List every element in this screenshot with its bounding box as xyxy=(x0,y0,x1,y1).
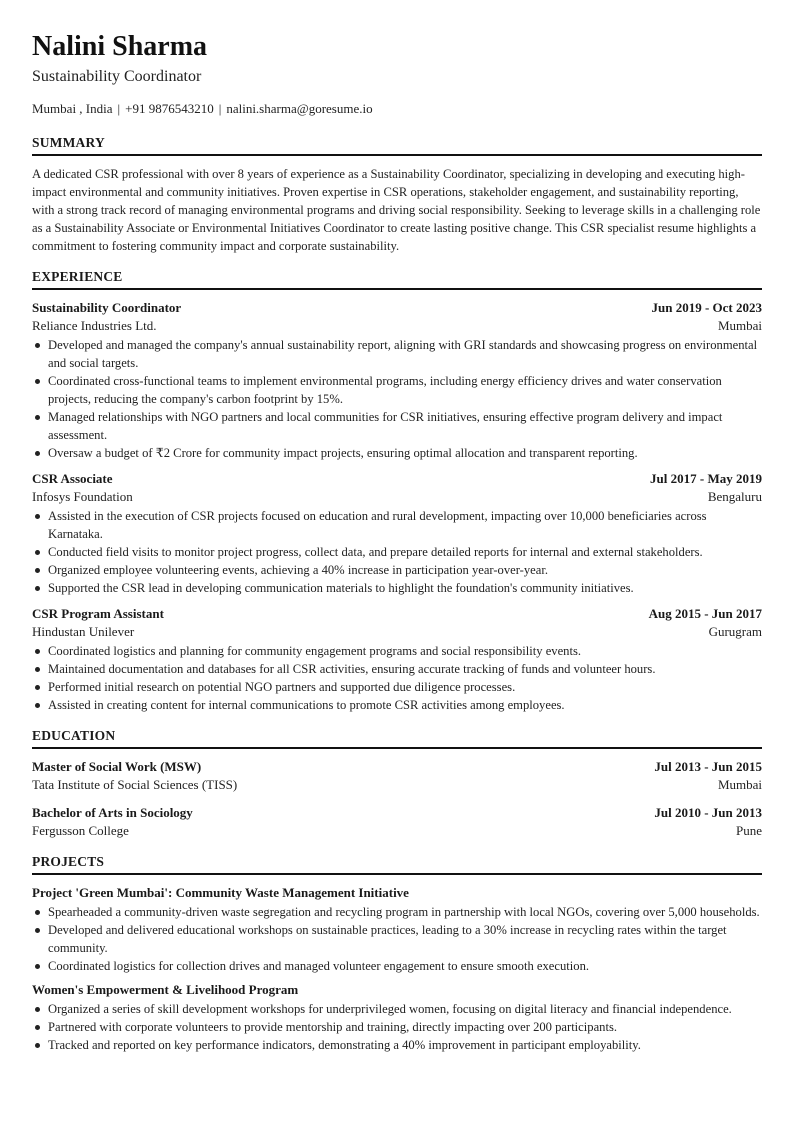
contact-email: nalini.sharma@goresume.io xyxy=(226,101,373,116)
bullet-item: Assisted in the execution of CSR projects focused on education and rural development, impacting over 10,000 beneficiaries across Karnataka. xyxy=(32,507,762,543)
bullet-item: Organized a series of skill development workshops for underprivileged women, focusing on digital literacy and financial independence. xyxy=(32,1000,762,1018)
experience-header-row xyxy=(32,605,762,623)
bullet-item: Coordinated logistics for collection drives and managed volunteer engagement to ensure smooth execution. xyxy=(32,957,762,975)
bullet-item: Supported the CSR lead in developing communication materials to highlight the foundation's community initiatives. xyxy=(32,579,762,597)
experience-header-row xyxy=(32,299,762,317)
summary-heading: SUMMARY xyxy=(32,134,762,156)
school-name: Tata Institute of Social Sciences (TISS) xyxy=(32,777,238,792)
summary-section xyxy=(32,134,762,255)
education-dates: Jul 2010 - Jun 2013 xyxy=(654,805,762,820)
bullet-item: Conducted field visits to monitor project progress, collect data, and prepare detailed reports for internal and external stakeholders. xyxy=(32,543,762,561)
education-entry xyxy=(32,758,762,794)
candidate-name: Nalini Sharma xyxy=(32,31,208,62)
projects-heading: PROJECTS xyxy=(32,853,762,875)
bullet-item: Spearheaded a community-driven waste segregation and recycling program in partnership with local NGOs, covering over 5,000 households. xyxy=(32,903,762,921)
experience-bullets xyxy=(32,642,762,714)
experience-entry xyxy=(32,299,762,462)
project-entry xyxy=(32,884,762,975)
experience-bullets xyxy=(32,336,762,462)
education-header-row xyxy=(32,804,762,822)
experience-entry xyxy=(32,470,762,597)
projects-list xyxy=(32,884,762,1054)
contact-phone: +91 9876543210 xyxy=(125,101,214,116)
experience-sub-row xyxy=(32,488,762,506)
job-title: CSR Program Assistant xyxy=(32,606,164,621)
bullet-item: Assisted in creating content for internal communications to promote CSR activities among employees. xyxy=(32,696,762,714)
education-entry xyxy=(32,804,762,840)
experience-sub-row xyxy=(32,623,762,641)
education-sub-row xyxy=(32,776,762,794)
resume-header xyxy=(32,30,762,118)
degree-name: Bachelor of Arts in Sociology xyxy=(32,805,193,820)
experience-list xyxy=(32,299,762,714)
job-location: Bengaluru xyxy=(707,489,762,504)
project-bullets xyxy=(32,903,762,975)
projects-section xyxy=(32,853,762,1054)
education-list xyxy=(32,758,762,840)
job-dates: Jun 2019 - Oct 2023 xyxy=(651,300,762,315)
bullet-item: Developed and delivered educational workshops on sustainable practices, leading to a 30% increase in recycling rates within the target community. xyxy=(32,921,762,957)
bullet-item: Coordinated logistics and planning for community engagement programs and social responsibility events. xyxy=(32,642,762,660)
experience-sub-row xyxy=(32,317,762,335)
company-name: Infosys Foundation xyxy=(32,489,133,504)
experience-entry xyxy=(32,605,762,714)
degree-name: Master of Social Work (MSW) xyxy=(32,759,202,774)
project-entry xyxy=(32,981,762,1054)
education-header-row xyxy=(32,758,762,776)
experience-section xyxy=(32,268,762,714)
bullet-item: Maintained documentation and databases for all CSR activities, ensuring accurate tracking of funds and volunteer hours. xyxy=(32,660,762,678)
summary-text: A dedicated CSR professional with over 8 years of experience as a Sustainability Coordinator, specializing in developing and executing high-impact environmental and community initiatives. Proven expertise in CSR operations, stakeholder engagement, and sustainability reporting, with a strong track record of managing environmental programs and driving social responsibility. Seeking to leverage skills in a challenging role as a Sustainability Associate or Environmental Initiatives Coordinator to create lasting positive change. This CSR specialist resume highlights a commitment to fostering community impact and corporate sustainability. xyxy=(32,167,761,253)
education-section xyxy=(32,727,762,840)
school-name: Fergusson College xyxy=(32,823,129,838)
experience-heading: EXPERIENCE xyxy=(32,268,762,290)
company-name: Hindustan Unilever xyxy=(32,624,135,639)
experience-header-row xyxy=(32,470,762,488)
education-dates: Jul 2013 - Jun 2015 xyxy=(654,759,762,774)
contact-location: Mumbai , India xyxy=(32,101,113,116)
bullet-item: Performed initial research on potential NGO partners and supported due diligence processes. xyxy=(32,678,762,696)
job-location: Gurugram xyxy=(708,624,762,639)
project-title: Project 'Green Mumbai': Community Waste Management Initiative xyxy=(32,885,409,900)
bullet-item: Oversaw a budget of ₹2 Crore for community impact projects, ensuring optimal allocation and transparent reporting. xyxy=(32,444,762,462)
bullet-item: Developed and managed the company's annual sustainability report, aligning with GRI standards and showcasing progress on environmental and social targets. xyxy=(32,336,762,372)
company-name: Reliance Industries Ltd. xyxy=(32,318,157,333)
bullet-item: Partnered with corporate volunteers to provide mentorship and training, directly impacting over 200 participants. xyxy=(32,1018,762,1036)
job-title: Sustainability Coordinator xyxy=(32,300,182,315)
job-title: CSR Associate xyxy=(32,471,113,486)
job-location: Mumbai xyxy=(717,318,762,333)
experience-bullets xyxy=(32,507,762,597)
candidate-title: Sustainability Coordinator xyxy=(32,68,202,85)
bullet-item: Tracked and reported on key performance indicators, demonstrating a 40% improvement in participant employability. xyxy=(32,1036,762,1054)
project-bullets xyxy=(32,1000,762,1054)
education-heading: EDUCATION xyxy=(32,727,762,749)
contact-separator: | xyxy=(117,101,121,116)
bullet-item: Organized employee volunteering events, achieving a 40% increase in participation year-over-year. xyxy=(32,561,762,579)
bullet-item: Coordinated cross-functional teams to implement environmental programs, including energy efficiency drives and water conservation projects, reducing the company's carbon footprint by 15%. xyxy=(32,372,762,408)
bullet-item: Managed relationships with NGO partners and local communities for CSR initiatives, ensuring effective program delivery and impact assessment. xyxy=(32,408,762,444)
school-location: Mumbai xyxy=(717,777,762,792)
contact-separator: | xyxy=(218,101,222,116)
education-sub-row xyxy=(32,822,762,840)
contact-line xyxy=(32,100,762,118)
job-dates: Aug 2015 - Jun 2017 xyxy=(648,606,762,621)
job-dates: Jul 2017 - May 2019 xyxy=(650,471,762,486)
school-location: Pune xyxy=(736,823,762,838)
project-title: Women's Empowerment & Livelihood Program xyxy=(32,982,299,997)
